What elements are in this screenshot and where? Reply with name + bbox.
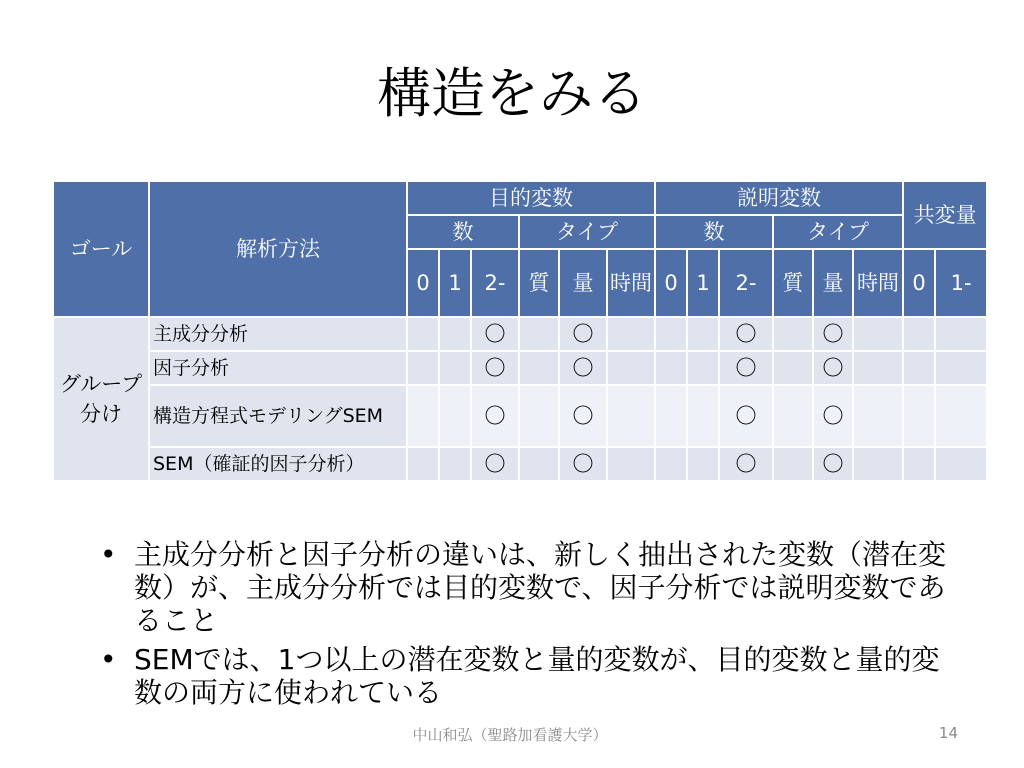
method-cell: 因子分析 <box>149 351 407 385</box>
header-explanatory-type: タイプ <box>773 215 903 249</box>
empty-cell <box>407 317 439 351</box>
empty-cell <box>935 447 987 481</box>
empty-cell <box>655 385 687 447</box>
empty-cell <box>853 385 903 447</box>
header-explanatory-count: 数 <box>655 215 773 249</box>
empty-cell <box>773 351 813 385</box>
empty-cell <box>607 351 655 385</box>
empty-cell <box>903 317 935 351</box>
empty-cell <box>853 317 903 351</box>
circle-mark: 〇 <box>471 317 519 351</box>
table-row <box>53 351 987 385</box>
circle-mark: 〇 <box>559 447 607 481</box>
bullet-item <box>100 538 960 637</box>
circle-mark: 〇 <box>471 447 519 481</box>
subheader-obj-count-2plus: 2- <box>471 249 519 317</box>
empty-cell <box>519 385 559 447</box>
empty-cell <box>687 351 719 385</box>
empty-cell <box>935 351 987 385</box>
empty-cell <box>773 385 813 447</box>
bullet-text: SEMでは、1つ以上の潜在変数と量的変数が、目的変数と量的変数の両方に使われている <box>134 643 940 709</box>
empty-cell <box>935 385 987 447</box>
table-row <box>53 317 987 351</box>
circle-mark: 〇 <box>719 385 773 447</box>
header-explanatory-variable: 説明変数 <box>655 181 903 215</box>
subheader-obj-count-0: 0 <box>407 249 439 317</box>
empty-cell <box>519 351 559 385</box>
footer-author: 中山和弘（聖路加看護大学） <box>412 726 608 744</box>
subheader-obj-count-1: 1 <box>439 249 471 317</box>
subheader-obj-type-quantity: 量 <box>559 249 607 317</box>
empty-cell <box>687 317 719 351</box>
empty-cell <box>439 317 471 351</box>
slide-title: 構造をみる <box>377 62 647 125</box>
circle-mark: 〇 <box>813 385 853 447</box>
circle-mark: 〇 <box>813 447 853 481</box>
header-covariate: 共変量 <box>903 181 987 249</box>
empty-cell <box>655 317 687 351</box>
empty-cell <box>935 317 987 351</box>
circle-mark: 〇 <box>471 385 519 447</box>
subheader-cov-1plus: 1- <box>935 249 987 317</box>
bullet-mark: • <box>100 643 117 676</box>
circle-mark: 〇 <box>559 317 607 351</box>
header-objective-variable: 目的変数 <box>407 181 655 215</box>
circle-mark: 〇 <box>719 317 773 351</box>
empty-cell <box>439 447 471 481</box>
header-objective-type: タイプ <box>519 215 655 249</box>
header-objective-count: 数 <box>407 215 519 249</box>
circle-mark: 〇 <box>559 351 607 385</box>
method-cell: SEM（確証的因子分析） <box>149 447 407 481</box>
circle-mark: 〇 <box>559 385 607 447</box>
subheader-exp-count-2plus: 2- <box>719 249 773 317</box>
empty-cell <box>903 447 935 481</box>
method-cell: 主成分分析 <box>149 317 407 351</box>
bullet-text: 主成分分析と因子分析の違いは、新しく抽出された変数（潜在変数）が、主成分分析では目的変数で、因子分析では説明変数であること <box>134 538 947 637</box>
subheader-exp-type-quality: 質 <box>773 249 813 317</box>
subheader-obj-type-quality: 質 <box>519 249 559 317</box>
analysis-methods-table <box>52 180 988 482</box>
empty-cell <box>407 351 439 385</box>
empty-cell <box>687 385 719 447</box>
header-method: 解析方法 <box>149 181 407 317</box>
bullet-mark: • <box>100 538 117 571</box>
subheader-exp-count-0: 0 <box>655 249 687 317</box>
header-goal: ゴール <box>53 181 149 317</box>
circle-mark: 〇 <box>471 351 519 385</box>
empty-cell <box>773 317 813 351</box>
empty-cell <box>853 447 903 481</box>
empty-cell <box>407 447 439 481</box>
method-cell: 構造方程式モデリングSEM <box>149 385 407 447</box>
empty-cell <box>607 317 655 351</box>
circle-mark: 〇 <box>719 351 773 385</box>
circle-mark: 〇 <box>719 447 773 481</box>
subheader-obj-type-time: 時間 <box>607 249 655 317</box>
subheader-cov-0: 0 <box>903 249 935 317</box>
subheader-exp-type-quantity: 量 <box>813 249 853 317</box>
subheader-exp-type-time: 時間 <box>853 249 903 317</box>
empty-cell <box>853 351 903 385</box>
empty-cell <box>773 447 813 481</box>
empty-cell <box>519 317 559 351</box>
empty-cell <box>407 385 439 447</box>
group-label: グループ分け <box>53 317 149 481</box>
circle-mark: 〇 <box>813 317 853 351</box>
empty-cell <box>655 351 687 385</box>
empty-cell <box>903 385 935 447</box>
bullet-list <box>100 538 960 715</box>
empty-cell <box>687 447 719 481</box>
empty-cell <box>439 351 471 385</box>
empty-cell <box>439 385 471 447</box>
empty-cell <box>607 385 655 447</box>
table-row <box>53 447 987 481</box>
empty-cell <box>655 447 687 481</box>
subheader-exp-count-1: 1 <box>687 249 719 317</box>
empty-cell <box>607 447 655 481</box>
circle-mark: 〇 <box>813 351 853 385</box>
page-number: 14 <box>938 724 958 742</box>
empty-cell <box>519 447 559 481</box>
bullet-item <box>100 643 960 709</box>
empty-cell <box>903 351 935 385</box>
table-row <box>53 385 987 447</box>
